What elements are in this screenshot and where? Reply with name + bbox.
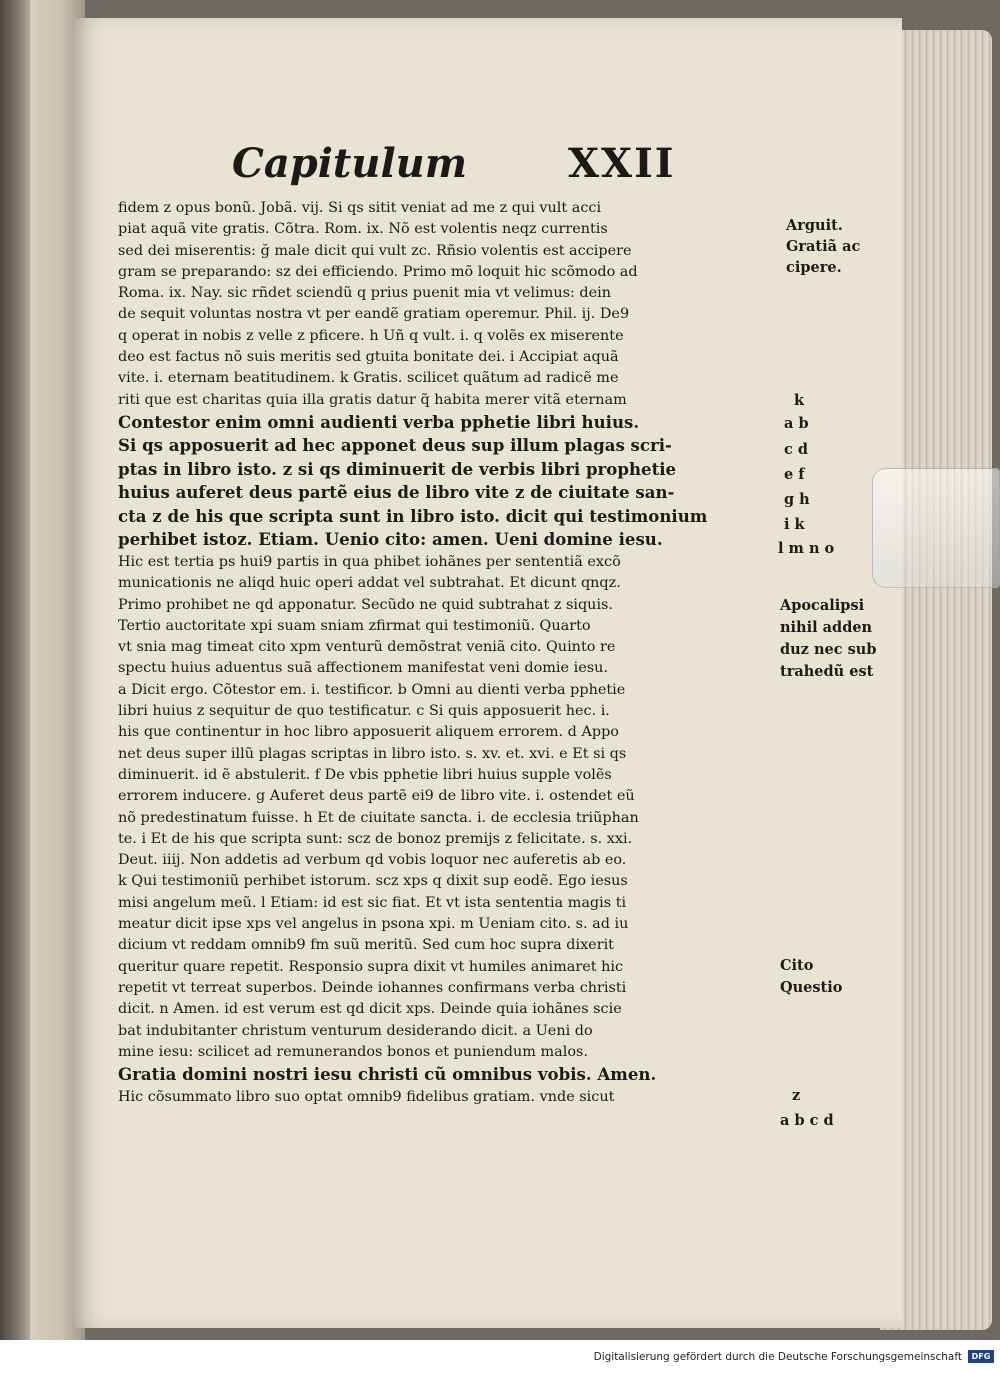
dfg-logo: DFG	[968, 1350, 994, 1363]
text-line: de sequit voluntas nostra vt per eandẽ gratiam operemur. Phil. ij. De9	[118, 306, 630, 323]
text-line: Tertio auctoritate xpi suam sniam zfirmat qui testimoniũ. Quarto	[118, 617, 591, 634]
margin-note-cito: Cito	[780, 957, 814, 974]
commentary-middle	[118, 552, 788, 1063]
text-line: spectu huius aduentus suã affectionem manifestat veni domie iesu.	[118, 660, 608, 677]
scripture-block-2	[118, 1063, 788, 1087]
text-line: mine iesu: scilicet ad remunerandos bonos et puniendum malos.	[118, 1043, 588, 1060]
commentary-top	[118, 198, 788, 411]
text-line: vite. i. eternam beatitudinem. k Gratis. scilicet quãtum ad radicẽ me	[118, 370, 619, 387]
heading-word: Capitulum	[232, 140, 468, 187]
text-line: vt snia mag timeat cito xpm venturũ demõstrat veniã cito. Quinto re	[118, 639, 616, 656]
scripture-line: ptas in libro isto. z si qs diminuerit de verbis libri prophetie	[118, 458, 677, 479]
commentary-bottom	[118, 1087, 788, 1108]
text-line: diminuerit. id ẽ abstulerit. f De vbis pphetie libri huius supple volẽs	[118, 766, 612, 783]
text-line: dicium vt reddam omnib9 fm suũ meritũ. Sed cum hoc supra dixerit	[118, 937, 614, 954]
margin-note-arguitur: Arguit.	[786, 217, 843, 234]
text-line: bat indubitanter christum venturum desiderando dicit. a Ueni do	[118, 1022, 593, 1039]
main-text	[118, 198, 788, 1108]
scripture-block-1	[118, 411, 788, 552]
text-line: net deus super illũ plagas scriptas in libro isto. s. xv. et. xvi. e Et si qs	[118, 745, 627, 762]
text-line: municationis ne aliqd huic operi addat vel subtrahat. Et dicunt qnqz.	[118, 575, 621, 592]
margin-note-questio: Questio	[780, 979, 843, 996]
text-line: libri huius z sequitur de quo testificatur. c Si quis apposuerit hec. i.	[118, 703, 610, 720]
text-line: q operat in nobis z velle z pficere. h Uñ q vult. i. q volẽs ex miserente	[118, 327, 624, 344]
text-line: errorem inducere. g Auferet deus partẽ ei9 de libro vite. i. ostendet eũ	[118, 788, 635, 805]
text-line: deo est factus nõ suis meritis sed gtuita bonitate dei. i Accipiat aquã	[118, 349, 619, 366]
text-line: Hic est tertia ps hui9 partis in qua phibet iohãnes per sententiã excõ	[118, 553, 621, 570]
margin-note-gratia-2: cipere.	[786, 259, 842, 276]
margin-note-lmno: l m n o	[778, 540, 835, 557]
margin-note-z: z	[792, 1087, 801, 1104]
text-line: te. i Et de his que scripta sunt: scz de bonoz premijs z felicitate. s. xxi.	[118, 830, 633, 847]
text-line: riti que est charitas quia illa gratis datur q̃ habita merer vitã eternam	[118, 391, 627, 408]
scripture-line: Contestor enim omni audienti verba pphetie libri huius.	[118, 411, 640, 432]
margin-note-abcd: a b c d	[780, 1112, 834, 1129]
margin-note-apocalipsi-2: nihil adden	[780, 619, 873, 636]
text-line: Primo prohibet ne qd apponatur. Secũdo ne quid subtrahat z siquis.	[118, 596, 614, 613]
margin-note-apocalipsi-1: Apocalipsi	[780, 597, 865, 614]
margin-note-gh: g h	[784, 491, 810, 508]
text-line: gram se preparando: sz dei efficiendo. Primo mõ loquit hic scõmodo ad	[118, 263, 638, 280]
margin-note-ik: i k	[784, 516, 805, 533]
text-line: meatur dicit ipse xps vel angelus in psona xpi. m Ueniam cito. s. ad iu	[118, 916, 629, 933]
text-line: Deut. iiij. Non addetis ad verbum qd vobis loquor nec auferetis ab eo.	[118, 852, 627, 869]
text-line: a Dicit ergo. Cõtestor em. i. testificor. b Omni au dienti verba pphetie	[118, 681, 626, 698]
page-clip	[872, 468, 1000, 588]
margin-note-apocalipsi-3: duz nec sub	[780, 641, 877, 658]
heading-numeral: XXII	[568, 140, 676, 187]
scripture-line: huius auferet deus partẽ eius de libro vite z de ciuitate san-	[118, 482, 675, 503]
margin-note-cd: c d	[784, 441, 809, 458]
margin-note-apocalipsi-4: trahedũ est	[780, 663, 874, 680]
scripture-line: cta z de his que scripta sunt in libro isto. dicit qui testimonium	[118, 505, 708, 526]
text-line: fidem z opus bonũ. Jobã. vij. Si qs sitit veniat ad me z qui vult acci	[118, 200, 602, 216]
scripture-line: perhibet istoz. Etiam. Uenio cito: amen. Ueni domine iesu.	[118, 529, 663, 550]
text-line: queritur quare repetit. Responsio supra dixit vt humiles animaret hic	[118, 958, 624, 975]
text-line: Hic cõsummato libro suo optat omnib9 fidelibus gratiam. vnde sicut	[118, 1088, 615, 1105]
scripture-line: Si qs apposuerit ad hec apponet deus sup illum plagas scri-	[118, 435, 672, 456]
chapter-heading	[232, 140, 712, 195]
text-line: nõ predestinatum fuisse. h Et de ciuitate sancta. i. de ecclesia triũphan	[118, 809, 639, 826]
text-line: Roma. ix. Nay. sic rñdet sciendũ q prius puenit mia vt velimus: dein	[118, 285, 612, 302]
text-line: sed dei miserentis: ğ male dicit qui vult zc. Rñsio volentis est accipere	[118, 242, 632, 259]
margin-note-ab: a b	[784, 415, 809, 432]
text-line: dicit. n Amen. id est verum est qd dicit xps. Deinde quia iohãnes scie	[118, 1001, 622, 1018]
text-line: piat aquã vite gratis. Cõtra. Rom. ix. Nõ est volentis neqz currentis	[118, 221, 608, 238]
scripture-line: Gratia domini nostri iesu christi cũ omnibus vobis. Amen.	[118, 1064, 657, 1085]
text-line: k Qui testimoniũ perhibet istorum. scz xps q dixit sup eodẽ. Ego iesus	[118, 873, 628, 890]
text-line: his que continentur in hoc libro apposuerit aliquem errorem. d Appo	[118, 724, 619, 741]
margin-note-gratia-1: Gratiã ac	[786, 238, 861, 255]
margin-note-k: k	[794, 392, 805, 409]
text-line: misi angelum meũ. l Etiam: id est sic fiat. Et vt ista sententia magis ti	[118, 894, 627, 911]
text-line: repetit vt terreat superbos. Deinde iohannes confirmans verba christi	[118, 979, 627, 996]
margin-note-ef: e f	[784, 466, 805, 483]
footer-text: Digitalisierung gefördert durch die Deutsche Forschungsgemeinschaft	[593, 1351, 962, 1363]
